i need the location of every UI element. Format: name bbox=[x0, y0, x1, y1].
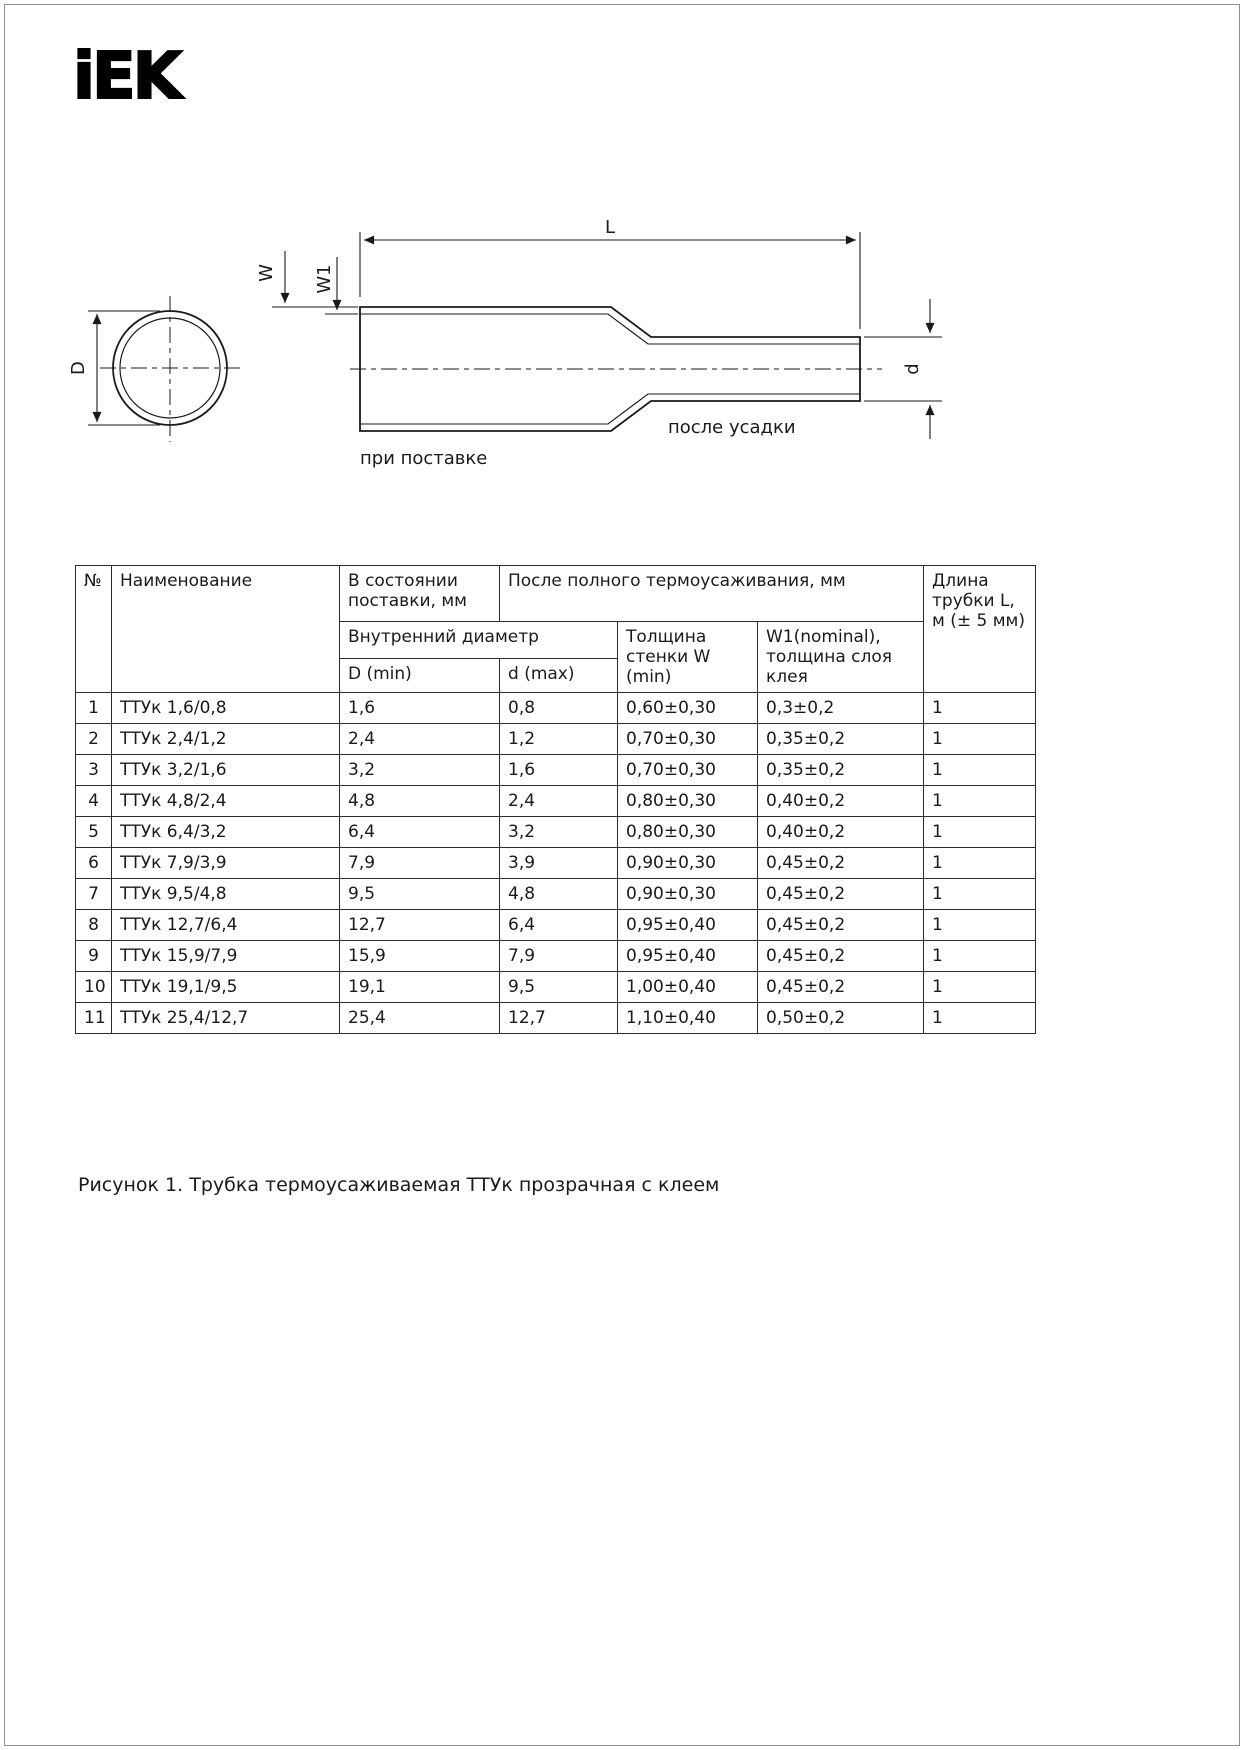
table-cell: 1 bbox=[924, 786, 1036, 817]
table-cell: 1 bbox=[924, 879, 1036, 910]
table-cell: 1 bbox=[924, 972, 1036, 1003]
table-row bbox=[76, 693, 1036, 724]
table-cell: 1,00±0,40 bbox=[618, 972, 758, 1003]
table-cell: 0,80±0,30 bbox=[618, 817, 758, 848]
table-cell: 7,9 bbox=[340, 848, 500, 879]
table-cell: 1 bbox=[924, 817, 1036, 848]
spec-table bbox=[75, 565, 1036, 1034]
table-cell: 9 bbox=[76, 941, 112, 972]
table-cell: ТТУк 2,4/1,2 bbox=[112, 724, 340, 755]
table-cell: 9,5 bbox=[500, 972, 618, 1003]
table-cell: 0,95±0,40 bbox=[618, 941, 758, 972]
table-cell: 1,6 bbox=[500, 755, 618, 786]
table-cell: 25,4 bbox=[340, 1003, 500, 1034]
table-cell: 1,2 bbox=[500, 724, 618, 755]
iek-logo: iEK bbox=[73, 40, 180, 114]
table-cell: 2,4 bbox=[340, 724, 500, 755]
table-cell: 0,45±0,2 bbox=[758, 879, 924, 910]
col-header-inner-diameter: Внутренний диаметр bbox=[340, 622, 618, 659]
spec-table-body bbox=[76, 693, 1036, 1034]
tube-side-view bbox=[350, 307, 882, 431]
table-row bbox=[76, 941, 1036, 972]
col-header-num: № bbox=[76, 566, 112, 693]
table-cell: 0,35±0,2 bbox=[758, 755, 924, 786]
table-cell: 2 bbox=[76, 724, 112, 755]
table-cell: 6 bbox=[76, 848, 112, 879]
table-cell: 2,4 bbox=[500, 786, 618, 817]
col-header-wall-thickness: Толщина стенки W (min) bbox=[618, 622, 758, 693]
table-cell: 11 bbox=[76, 1003, 112, 1034]
table-cell: 7 bbox=[76, 879, 112, 910]
table-cell: 0,45±0,2 bbox=[758, 972, 924, 1003]
table-row bbox=[76, 817, 1036, 848]
col-header-after-shrink: После полного термоусаживания, мм bbox=[500, 566, 924, 622]
table-cell: 1 bbox=[924, 1003, 1036, 1034]
table-cell: 4,8 bbox=[500, 879, 618, 910]
table-cell: 0,35±0,2 bbox=[758, 724, 924, 755]
table-cell: ТТУк 19,1/9,5 bbox=[112, 972, 340, 1003]
table-cell: 1 bbox=[76, 693, 112, 724]
table-cell: 4 bbox=[76, 786, 112, 817]
table-cell: 0,45±0,2 bbox=[758, 848, 924, 879]
table-cell: 0,40±0,2 bbox=[758, 786, 924, 817]
table-cell: 1 bbox=[924, 724, 1036, 755]
table-row bbox=[76, 786, 1036, 817]
table-cell: 6,4 bbox=[500, 910, 618, 941]
col-header-d-min: D (min) bbox=[340, 659, 500, 693]
label-after-shrink: после усадки bbox=[668, 417, 796, 438]
table-cell: 0,60±0,30 bbox=[618, 693, 758, 724]
table-cell: 1 bbox=[924, 910, 1036, 941]
table-cell: ТТУк 12,7/6,4 bbox=[112, 910, 340, 941]
table-cell: ТТУк 15,9/7,9 bbox=[112, 941, 340, 972]
label-as-supplied: при поставке bbox=[360, 448, 488, 469]
table-cell: 1 bbox=[924, 693, 1036, 724]
table-cell: 0,80±0,30 bbox=[618, 786, 758, 817]
table-row bbox=[76, 724, 1036, 755]
table-cell: 0,90±0,30 bbox=[618, 879, 758, 910]
table-cell: 6,4 bbox=[340, 817, 500, 848]
table-cell: 3,9 bbox=[500, 848, 618, 879]
figure-caption: Рисунок 1. Трубка термоусаживаемая ТТУк прозрачная с клеем bbox=[78, 1174, 720, 1196]
table-cell: 1 bbox=[924, 941, 1036, 972]
table-cell: 0,40±0,2 bbox=[758, 817, 924, 848]
table-cell: 8 bbox=[76, 910, 112, 941]
table-row bbox=[76, 910, 1036, 941]
table-cell: 10 bbox=[76, 972, 112, 1003]
table-cell: 0,95±0,40 bbox=[618, 910, 758, 941]
dim-label-W: W bbox=[256, 264, 277, 282]
table-cell: 1,10±0,40 bbox=[618, 1003, 758, 1034]
table-cell: 0,8 bbox=[500, 693, 618, 724]
dim-label-L: L bbox=[604, 217, 616, 238]
table-cell: 3,2 bbox=[500, 817, 618, 848]
table-cell: 1,6 bbox=[340, 693, 500, 724]
header-row-1 bbox=[76, 566, 1036, 622]
table-row bbox=[76, 848, 1036, 879]
col-header-supply-state: В состоянии поставки, мм bbox=[340, 566, 500, 622]
col-header-tube-length: Длина трубки L, м (± 5 мм) bbox=[924, 566, 1036, 693]
col-header-w1-glue: W1(nominal), толщина слоя клея bbox=[758, 622, 924, 693]
table-cell: 0,70±0,30 bbox=[618, 755, 758, 786]
table-cell: ТТУк 9,5/4,8 bbox=[112, 879, 340, 910]
technical-drawing bbox=[0, 185, 1244, 525]
table-cell: 4,8 bbox=[340, 786, 500, 817]
table-cell: ТТУк 4,8/2,4 bbox=[112, 786, 340, 817]
table-row bbox=[76, 972, 1036, 1003]
table-cell: ТТУк 25,4/12,7 bbox=[112, 1003, 340, 1034]
table-row bbox=[76, 1003, 1036, 1034]
table-cell: 5 bbox=[76, 817, 112, 848]
table-cell: 12,7 bbox=[340, 910, 500, 941]
table-cell: ТТУк 3,2/1,6 bbox=[112, 755, 340, 786]
col-header-d-max: d (max) bbox=[500, 659, 618, 693]
table-cell: 15,9 bbox=[340, 941, 500, 972]
table-cell: 0,70±0,30 bbox=[618, 724, 758, 755]
table-cell: 0,45±0,2 bbox=[758, 941, 924, 972]
table-cell: 3,2 bbox=[340, 755, 500, 786]
col-header-name: Наименование bbox=[112, 566, 340, 693]
table-cell: 0,45±0,2 bbox=[758, 910, 924, 941]
table-cell: 1 bbox=[924, 848, 1036, 879]
table-row bbox=[76, 755, 1036, 786]
table-cell: 7,9 bbox=[500, 941, 618, 972]
tube-cross-section bbox=[100, 296, 242, 442]
table-cell: 1 bbox=[924, 755, 1036, 786]
table-cell: 12,7 bbox=[500, 1003, 618, 1034]
table-cell: 3 bbox=[76, 755, 112, 786]
table-cell: 0,50±0,2 bbox=[758, 1003, 924, 1034]
table-cell: 0,3±0,2 bbox=[758, 693, 924, 724]
table-cell: ТТУк 6,4/3,2 bbox=[112, 817, 340, 848]
table-cell: ТТУк 7,9/3,9 bbox=[112, 848, 340, 879]
table-row bbox=[76, 879, 1036, 910]
table-cell: 19,1 bbox=[340, 972, 500, 1003]
table-cell: ТТУк 1,6/0,8 bbox=[112, 693, 340, 724]
table-cell: 0,90±0,30 bbox=[618, 848, 758, 879]
table-cell: 9,5 bbox=[340, 879, 500, 910]
dim-label-d: d bbox=[902, 363, 923, 375]
dim-label-W1: W1 bbox=[314, 264, 335, 294]
dim-label-D: D bbox=[68, 361, 89, 375]
